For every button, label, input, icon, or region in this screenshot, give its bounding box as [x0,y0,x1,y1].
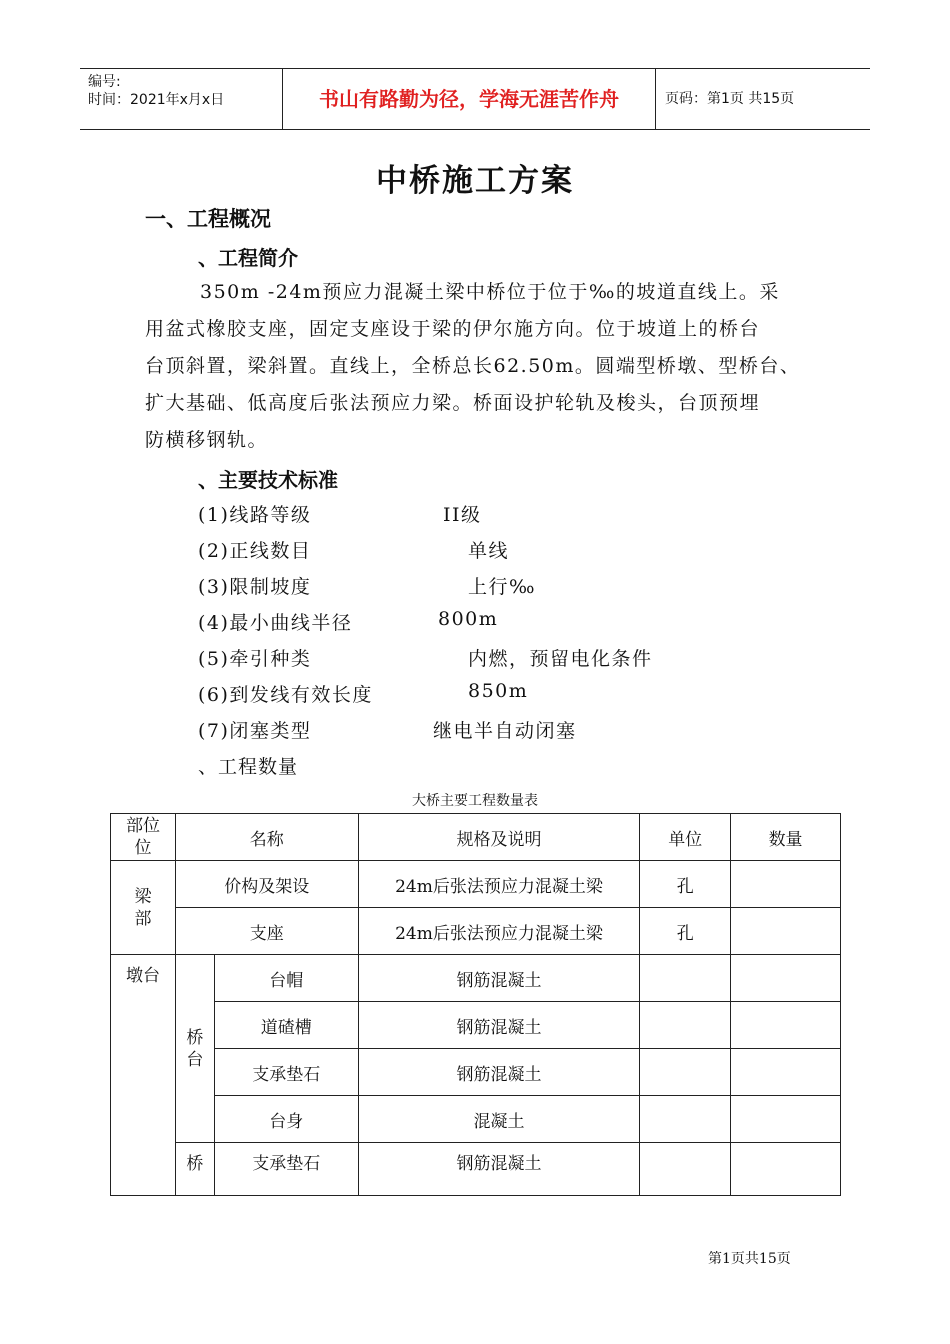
table-header-row [111,814,841,861]
cell-spec: 钢筋混凝土 [358,1049,640,1096]
cell-qty [731,955,841,1002]
table-row [111,1049,841,1096]
cell-unit: 孔 [640,861,731,908]
header-motto: 书山有路勤为径，学海无涯苦作舟 [319,87,619,111]
group-cell: 梁 部 [111,861,176,955]
cell-unit [640,955,731,1002]
cell-spec: 钢筋混凝土 [358,955,640,1002]
subsection-heading-intro: 、工程简介 [198,246,298,270]
standard-value: 800m [438,608,499,630]
standard-label: (4)最小曲线半径 [198,612,353,634]
column-header: 名称 [175,814,358,861]
standard-label: (2)正线数目 [198,540,312,562]
subsection-heading-standards: 、主要技术标准 [198,468,338,492]
standard-label: (7)闭塞类型 [198,720,312,742]
column-header: 单位 [640,814,731,861]
cell-name: 支承垫石 [214,1143,358,1196]
standard-item [198,500,482,527]
cell-qty [731,1096,841,1143]
intro-line: 防横移钢轨。 [145,429,269,451]
standard-item [198,680,529,707]
standard-item [198,644,653,671]
standard-value: 上行‰ [468,576,536,598]
cell-name: 台帽 [214,955,358,1002]
group-cell: 桥 [175,1143,214,1196]
doc-number-label: 编号: [88,74,121,90]
cell-unit [640,1143,731,1196]
standard-value: 继电半自动闭塞 [433,720,577,742]
table-row [111,1096,841,1143]
standard-value: 850m [468,680,529,702]
cell-qty [731,1002,841,1049]
cell-name: 台身 [214,1096,358,1143]
subsection-heading-quantities: 、工程数量 [198,756,299,778]
cell-unit: 孔 [640,908,731,955]
table-row [111,1143,841,1196]
page-footer: 第1页共15页 [708,1251,791,1267]
cell-name: 道碴槽 [214,1002,358,1049]
header-page-label: 页码：第1页 共15页 [665,91,795,107]
table-row [111,1002,841,1049]
cell-spec: 24m后张法预应力混凝土梁 [358,861,640,908]
table-caption: 大桥主要工程数量表 [412,793,538,809]
group-cell: 墩台 [111,955,176,1196]
standard-item [198,716,577,743]
intro-line: 扩大基础、低高度后张法预应力梁。桥面设护轮轨及梭头，台顶预埋 [145,392,761,414]
header-meta [88,69,280,129]
page-header [80,68,870,130]
column-header: 规格及说明 [358,814,640,861]
doc-time-label: 时间：2021年x月x日 [88,92,225,108]
standard-item [198,572,536,599]
table-row [111,955,841,1002]
intro-paragraph [145,274,815,459]
standard-label: (5)牵引种类 [198,648,312,670]
cell-unit [640,1002,731,1049]
table-row [111,861,841,908]
cell-spec: 钢筋混凝土 [358,1002,640,1049]
quantity-table [110,813,841,1196]
standard-value: 内燃，预留电化条件 [468,648,653,670]
cell-spec: 钢筋混凝土 [358,1143,640,1196]
cell-qty [731,1049,841,1096]
cell-unit [640,1096,731,1143]
standard-label: (1)线路等级 [198,504,312,526]
table-row [111,908,841,955]
standard-label: (3)限制坡度 [198,576,312,598]
intro-line: 350m -24m预应力混凝土梁中桥位于位于‰的坡道直线上。采 [200,281,780,303]
intro-line: 用盆式橡胶支座，固定支座设于梁的伊尔施方向。位于坡道上的桥台 [145,318,761,340]
cell-spec: 24m后张法预应力混凝土梁 [358,908,640,955]
column-header: 部位 位 [111,814,176,861]
section-heading-overview: 一、工程概况 [145,207,271,231]
cell-name: 支座 [175,908,358,955]
cell-qty [731,1143,841,1196]
group-cell: 桥 台 [175,955,214,1143]
standard-label: (6)到发线有效长度 [198,684,373,706]
cell-qty [731,908,841,955]
header-divider [655,69,656,129]
cell-spec: 混凝土 [358,1096,640,1143]
cell-name: 支承垫石 [214,1049,358,1096]
document-title: 中桥施工方案 [376,163,574,199]
cell-qty [731,861,841,908]
standard-item [198,608,499,635]
standard-value: II级 [443,504,482,526]
column-header: 数量 [731,814,841,861]
standard-item [198,536,510,563]
cell-unit [640,1049,731,1096]
cell-name: 价构及架设 [175,861,358,908]
intro-line: 台顶斜置，梁斜置。直线上，全桥总长62.50m。圆端型桥墩、型桥台、 [145,355,801,377]
standard-value: 单线 [468,540,510,562]
